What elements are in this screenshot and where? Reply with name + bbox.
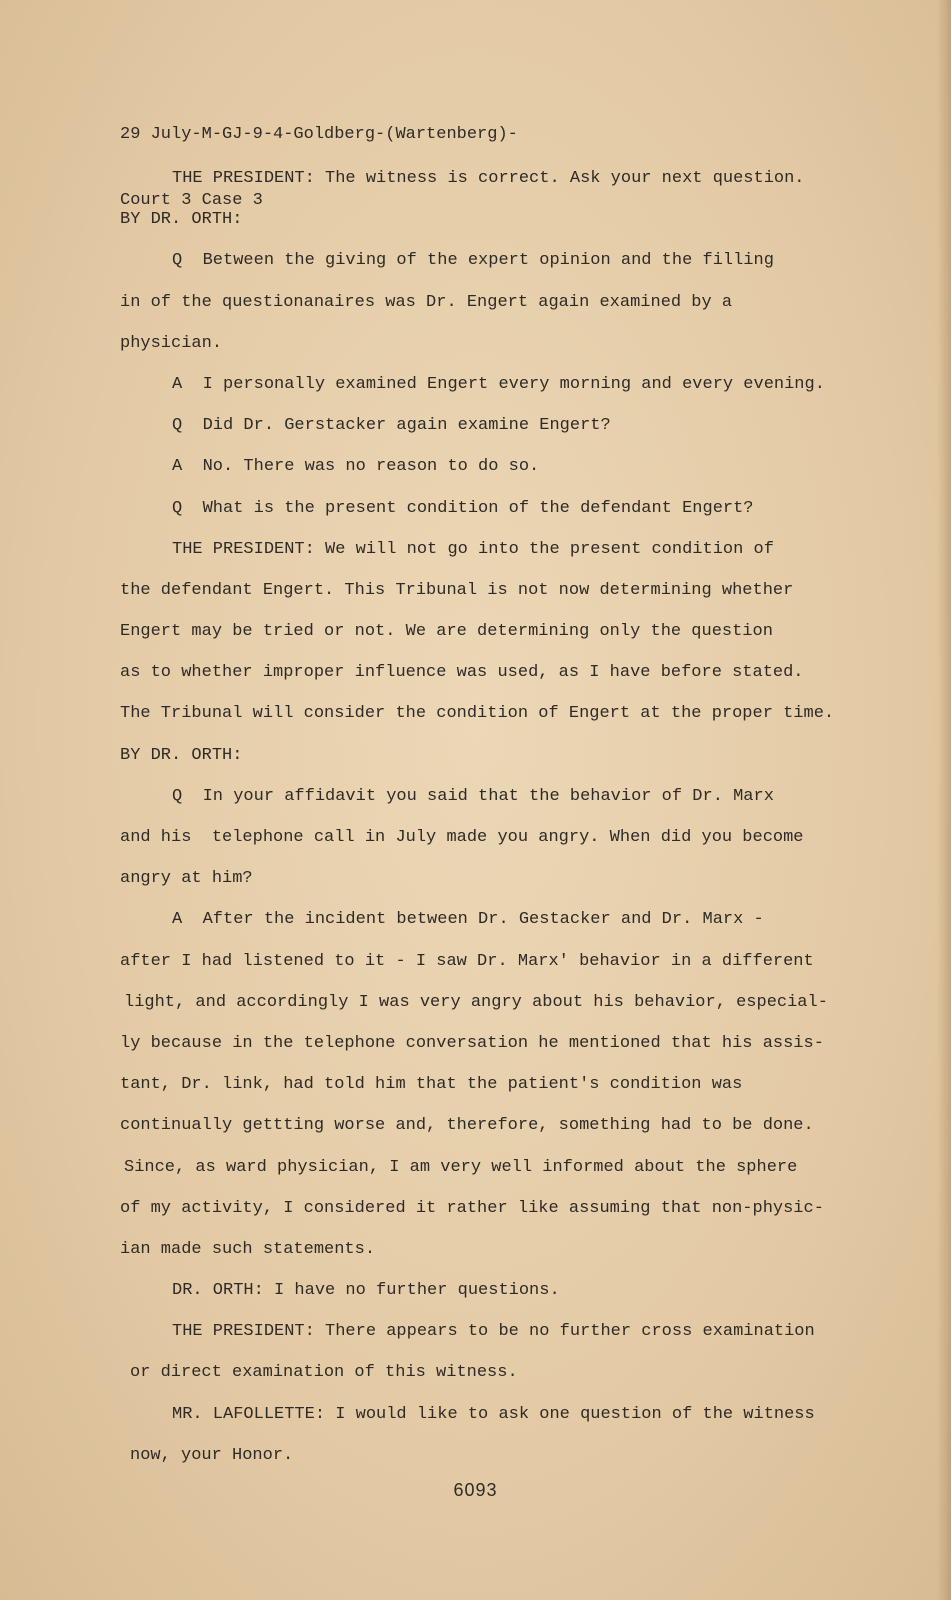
transcript-body: [120, 158, 850, 1476]
transcript-line: BY DR. ORTH:: [120, 745, 243, 765]
transcript-line: ly because in the telephone conversation he mentioned that his assis-: [120, 1033, 824, 1053]
transcript-line: Since, as ward physician, I am very well informed about the sphere: [124, 1157, 798, 1177]
transcript-line: Q In your affidavit you said that the behavior of Dr. Marx: [172, 786, 774, 806]
transcript-line: as to whether improper influence was used, as I have before stated.: [120, 663, 804, 683]
transcript-line: A No. There was no reason to do so.: [172, 457, 540, 477]
transcript-line: MR. LAFOLLETTE: I would like to ask one question of the witness: [172, 1404, 815, 1424]
transcript-line: of my activity, I considered it rather like assuming that non-physic-: [120, 1198, 824, 1218]
transcript-line: after I had listened to it - I saw Dr. Marx' behavior in a different: [120, 951, 814, 971]
transcript-line: continually gettting worse and, therefore, something had to be done.: [120, 1116, 814, 1136]
transcript-line: A I personally examined Engert every morning and every evening.: [172, 374, 825, 394]
transcript-line: the defendant Engert. This Tribunal is not now determining whether: [120, 580, 794, 600]
transcript-line: A After the incident between Dr. Gestacker and Dr. Marx -: [172, 910, 764, 930]
transcript-line: The Tribunal will consider the condition of Engert at the proper time.: [120, 704, 835, 724]
transcript-line: light, and accordingly I was very angry about his behavior, especial-: [124, 992, 828, 1012]
header-line-1: 29 July-M-GJ-9-4-Goldberg-(Wartenberg)-: [120, 125, 518, 144]
transcript-line: in of the questionanaires was Dr. Engert again examined by a: [120, 292, 733, 312]
transcript-line: ian made such statements.: [120, 1239, 376, 1259]
transcript-line: or direct examination of this witness.: [130, 1363, 518, 1383]
page-number: 6093: [453, 1480, 498, 1500]
transcript-line: Q What is the present condition of the defendant Engert?: [172, 498, 754, 518]
header-line-2: Court 3 Case 3: [120, 191, 263, 210]
transcript-line: THE PRESIDENT: The witness is correct. Ask your next question.: [172, 169, 805, 188]
transcript-line: angry at him?: [120, 869, 253, 889]
transcript-line: Q Did Dr. Gerstacker again examine Engert?: [172, 416, 611, 436]
page-edge-shadow: [937, 0, 951, 1600]
transcript-line: BY DR. ORTH:: [120, 210, 243, 230]
transcript-line: now, your Honor.: [130, 1445, 294, 1465]
transcript-line: THE PRESIDENT: We will not go into the present condition of: [172, 539, 774, 559]
transcript-line: and his telephone call in July made you angry. When did you become: [120, 828, 804, 847]
transcript-line: THE PRESIDENT: There appears to be no further cross examination: [172, 1322, 815, 1342]
transcript-line: Q Between the giving of the expert opinion and the filling: [172, 251, 774, 271]
transcript-line: tant, Dr. link, had told him that the patient's condition was: [120, 1075, 743, 1095]
transcript-line: DR. ORTH: I have no further questions.: [172, 1281, 560, 1301]
transcript-line: Engert may be tried or not. We are determining only the question: [120, 622, 773, 642]
transcript-line: physician.: [120, 333, 223, 353]
